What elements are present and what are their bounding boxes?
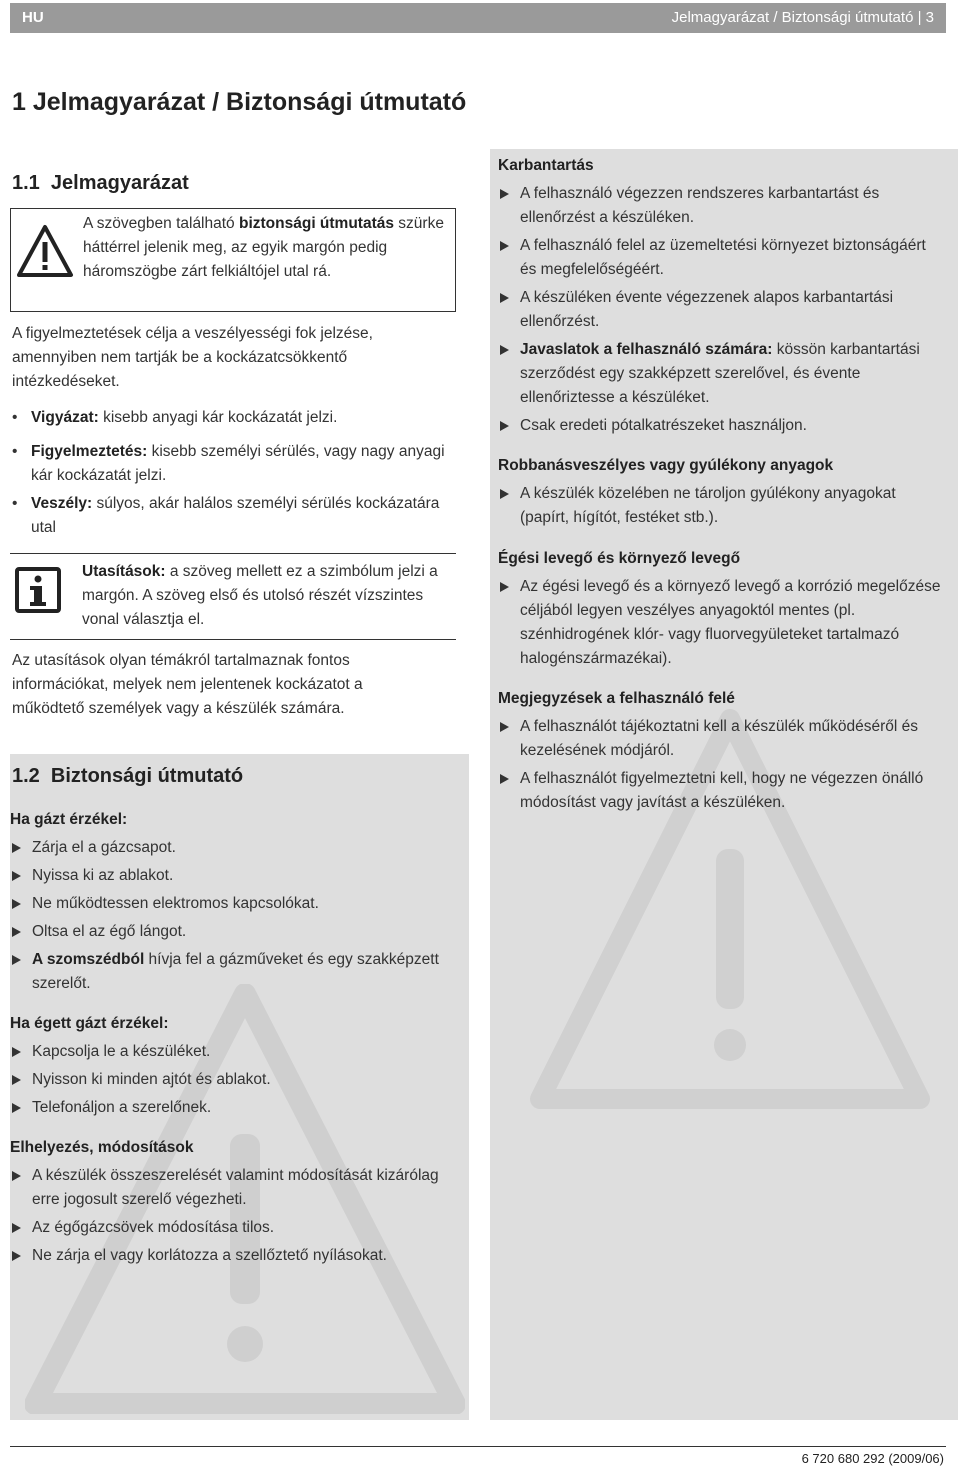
subheading-maintenance: Karbantartás — [498, 157, 594, 174]
severity-list — [10, 406, 456, 540]
paragraph-warnings-purpose: A figyelmeztetések célja a veszélyességi fok jelzése, amennyiben nem tartják be a kockázatcsökkentő intézkedéseket. — [12, 325, 373, 390]
warning-box — [10, 208, 456, 312]
list-item: A felhasználót tájékoztatni kell a készülék működéséről és kezelésének módjáról. — [498, 715, 946, 763]
list-item: A készülék összeszerelését valamint módosítását kizárólag erre jogosult szerelő végezheti. — [10, 1164, 460, 1212]
section-title-1-1: 1.1 Jelmagyarázat — [12, 172, 189, 194]
info-icon — [15, 567, 61, 613]
list-item: Ne zárja el vagy korlátozza a szellőztető nyílásokat. — [10, 1244, 460, 1268]
list-item: Nyissa ki az ablakot. — [10, 864, 460, 888]
subheading-combustion-air: Égési levegő és környező levegő — [498, 550, 741, 567]
list-item: Telefonáljon a szerelőnek. — [10, 1096, 460, 1120]
list-item: A szomszédból hívja fel a gázműveket és egy szakképzett szerelőt. — [10, 948, 460, 996]
list-item: Javaslatok a felhasználó számára: kössön karbantartási szerződést egy szakképzett szerelővel, és évente ellenőriztesse a készüléket. — [498, 338, 946, 410]
paragraph-instructions: Az utasítások olyan témákról tartalmaznak fontos információkat, melyek nem jelentenek kockázatot a működtető személyek vagy a készülék számára. — [12, 652, 363, 717]
list-item: Kapcsolja le a készüléket. — [10, 1040, 460, 1064]
document-number: 6 720 680 292 (2009/06) — [801, 1451, 944, 1466]
footer-divider — [10, 1446, 946, 1447]
maintenance-block — [498, 154, 946, 438]
list-item: A készüléken évente végezzenek alapos karbantartási ellenőrzést. — [498, 286, 946, 334]
running-title: Jelmagyarázat / Biztonsági útmutató | 3 — [671, 9, 934, 26]
subheading-installation: Elhelyezés, módosítások — [10, 1139, 194, 1156]
page-header — [10, 3, 946, 33]
divider — [10, 553, 456, 554]
user-notes-block — [498, 687, 946, 815]
list-item: A felhasználó végezzen rendszeres karbantartást és ellenőrzést a készüléken. — [498, 182, 946, 230]
list-item: • Figyelmeztetés: kisebb személyi sérülés, vagy nagy anyagi kár kockázatát jelzi. — [10, 440, 456, 488]
list-item: Nyisson ki minden ajtót és ablakot. — [10, 1068, 460, 1092]
burnt-gas-block — [10, 1012, 460, 1120]
subheading-gas: Ha gázt érzékel: — [10, 811, 128, 828]
section-title-1-2: 1.2 Biztonsági útmutató — [12, 765, 244, 787]
subheading-explosive: Robbanásveszélyes vagy gyúlékony anyagok — [498, 457, 834, 474]
list-item: Az égőgázcsövek módosítása tilos. — [10, 1216, 460, 1240]
explosive-materials-block — [498, 454, 946, 530]
list-item: Az égési levegő és a környező levegő a korrózió megelőzése céljából legyen veszélyes anyagoktól mentes (pl. szénhidrogének klór- vagy fluorvegyületeket tartalmazó halogénszármazékai). — [498, 575, 946, 671]
subheading-user-notes: Megjegyzések a felhasználó felé — [498, 690, 735, 707]
language-code: HU — [22, 9, 44, 26]
warning-box-text: A szövegben található biztonsági útmutatás szürke háttérrel jelenik meg, az egyik margón pedig háromszögbe zárt felkiáltójel utal rá. — [83, 215, 444, 280]
installation-block — [10, 1136, 460, 1268]
list-item: Csak eredeti pótalkatrészeket használjon. — [498, 414, 946, 438]
list-item: A készülék közelében ne tároljon gyúlékony anyagokat (papírt, hígítót, festéket stb.). — [498, 482, 946, 530]
combustion-air-block — [498, 547, 946, 671]
list-item: Zárja el a gázcsapot. — [10, 836, 460, 860]
list-item: • Vigyázat: kisebb anyagi kár kockázatát jelzi. — [10, 406, 456, 430]
gas-block — [10, 808, 460, 996]
warning-triangle-icon — [16, 224, 74, 278]
list-item: • Veszély: súlyos, akár halálos személyi sérülés kockázatára utal — [10, 492, 456, 540]
chapter-title: 1 Jelmagyarázat / Biztonsági útmutató — [12, 88, 467, 116]
info-box-text: Utasítások: a szöveg mellett ez a szimbólum jelzi a margón. A szöveg első és utolsó részét vízszintes vonal választja el. — [82, 563, 438, 628]
divider — [10, 639, 456, 640]
subheading-burnt-gas: Ha égett gázt érzékel: — [10, 1015, 169, 1032]
list-item: A felhasználót figyelmeztetni kell, hogy ne végezzen önálló módosítást vagy javítást a készüléken. — [498, 767, 946, 815]
list-item: Ne működtessen elektromos kapcsolókat. — [10, 892, 460, 916]
list-item: Oltsa el az égő lángot. — [10, 920, 460, 944]
list-item: A felhasználó felel az üzemeltetési környezet biztonságáért és megfelelőségéért. — [498, 234, 946, 282]
